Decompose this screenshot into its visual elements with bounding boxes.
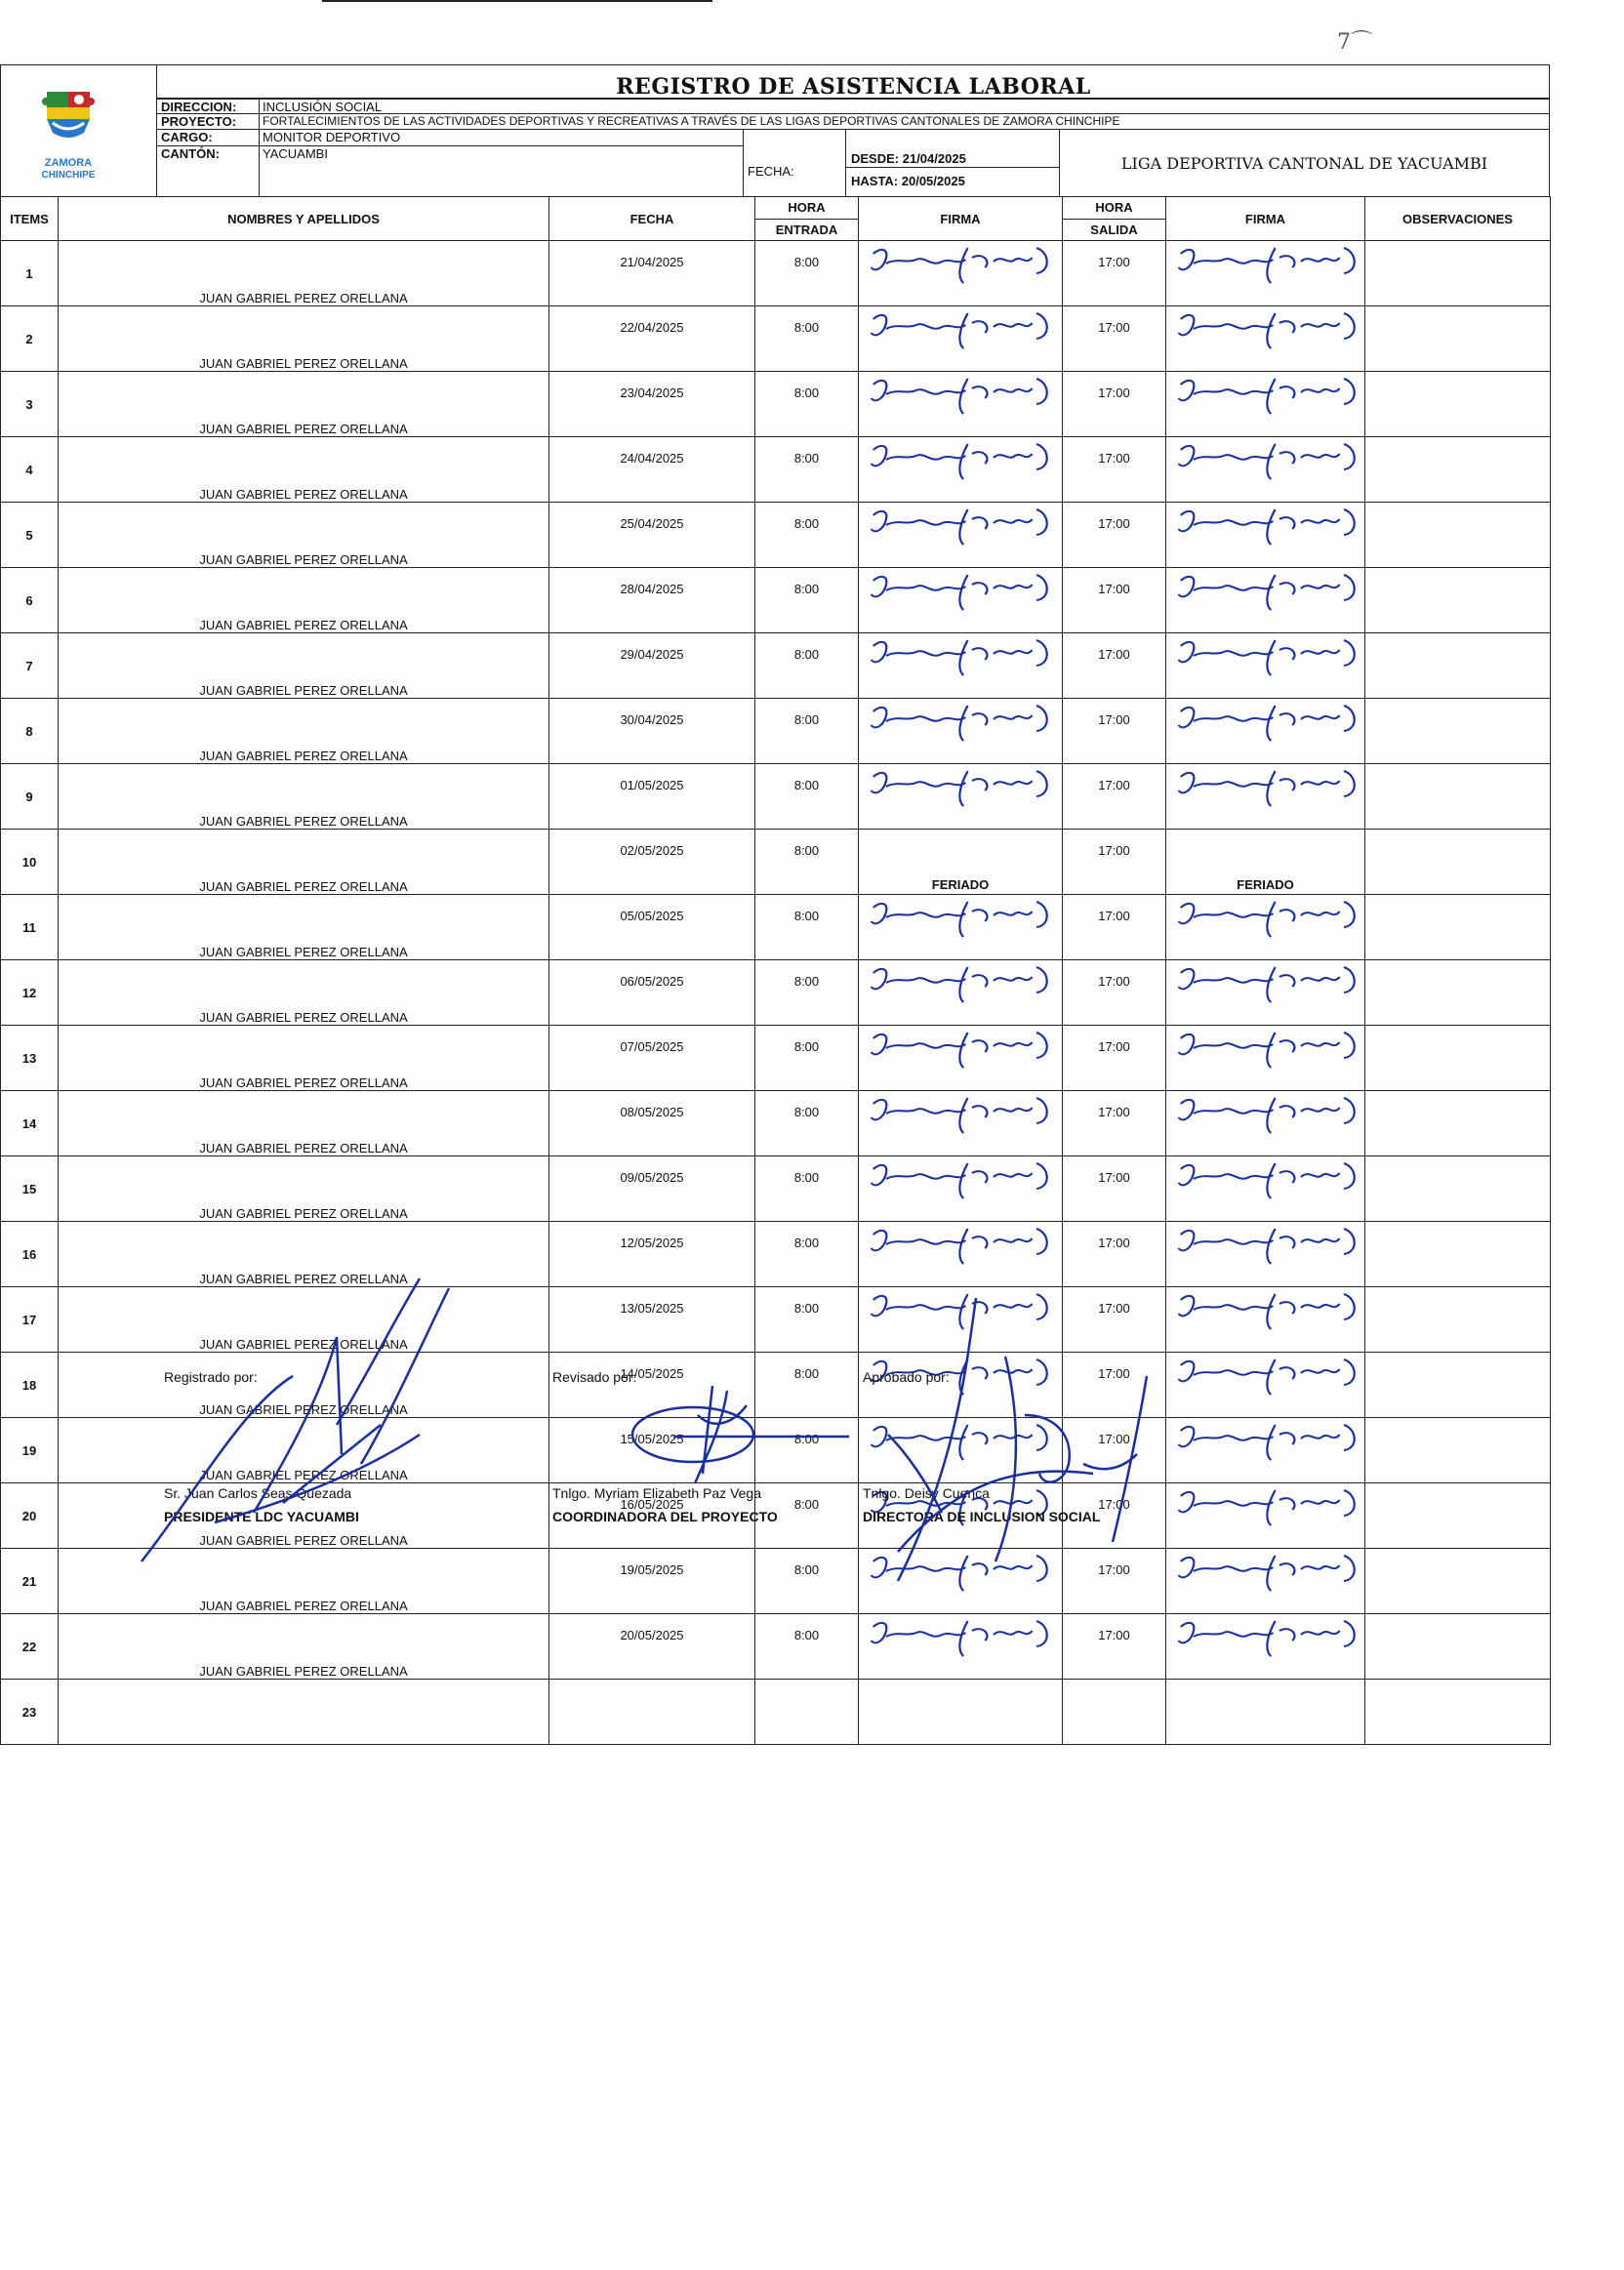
exit-time-cell: 17:00 [1063,241,1166,306]
observaciones-cell [1365,1353,1551,1418]
date-cell: 20/05/2025 [549,1614,755,1680]
item-number-cell: 2 [1,306,59,372]
exit-signature-cell [1166,1418,1365,1483]
entry-signature-cell [859,895,1063,960]
entry-time-cell: 8:00 [755,764,859,830]
handwritten-signature [861,700,1056,743]
employee-name-cell: JUAN GABRIEL PEREZ ORELLANA [59,1156,549,1222]
handwritten-signature [861,896,1056,939]
item-number-cell: 4 [1,437,59,503]
revisado-label: Revisado por: [552,1369,637,1385]
cargo-value: MONITOR DEPORTIVO [263,130,401,144]
handwritten-signature [1168,1288,1363,1331]
handwritten-signature [1168,504,1363,547]
observaciones-cell [1365,241,1551,306]
table-row [1,306,1551,372]
exit-time-cell: 17:00 [1063,960,1166,1026]
top-handwritten-mark: 7⌒ [1337,30,1372,55]
desde-date: DESDE: 21/04/2025 [851,151,966,166]
employee-name-cell: JUAN GABRIEL PEREZ ORELLANA [59,960,549,1026]
exit-time-cell: 17:00 [1063,1483,1166,1549]
col-items: ITEMS [1,197,59,241]
entry-time-cell [755,1680,859,1745]
observaciones-cell [1365,306,1551,372]
handwritten-signature [861,438,1056,481]
col-firma-in: FIRMA [859,197,1063,241]
observaciones-cell [1365,1418,1551,1483]
canton-label: CANTÓN: [161,146,220,161]
exit-time-cell: 17:00 [1063,764,1166,830]
observaciones-cell [1365,699,1551,764]
entry-time-cell: 8:00 [755,1091,859,1156]
aprobado-role: DIRECTORA DE INCLUSION SOCIAL [863,1509,1101,1524]
entry-signature-cell [859,1156,1063,1222]
entry-time-cell: 8:00 [755,895,859,960]
date-cell: 01/05/2025 [549,764,755,830]
employee-name-cell: JUAN GABRIEL PEREZ ORELLANA [59,1614,549,1680]
col-firma-out: FIRMA [1166,197,1365,241]
employee-name-cell: JUAN GABRIEL PEREZ ORELLANA [59,633,549,699]
revisado-role: COORDINADORA DEL PROYECTO [552,1509,778,1524]
observaciones-cell [1365,1614,1551,1680]
table-row [1,372,1551,437]
handwritten-signature [1168,1550,1363,1593]
exit-signature-cell [1166,960,1365,1026]
handwritten-signature [861,1157,1056,1200]
item-number-cell: 9 [1,764,59,830]
entry-time-cell: 8:00 [755,960,859,1026]
employee-name-cell: JUAN GABRIEL PEREZ ORELLANA [59,1287,549,1353]
table-row [1,633,1551,699]
exit-signature-cell [1166,1680,1365,1745]
direccion-label: DIRECCION: [161,100,237,114]
registrado-signature [137,1269,468,1571]
observaciones-cell [1365,1026,1551,1091]
registrado-label: Registrado por: [164,1369,258,1385]
exit-signature-cell [1166,503,1365,568]
entry-signature-cell: FERIADO [859,830,1063,895]
handwritten-signature [1168,1615,1363,1658]
employee-name-cell: JUAN GABRIEL PEREZ ORELLANA [59,503,549,568]
employee-name-cell: JUAN GABRIEL PEREZ ORELLANA [59,1549,549,1614]
exit-time-cell: 17:00 [1063,372,1166,437]
observaciones-cell [1365,1091,1551,1156]
aprobado-signature [859,1288,1171,1601]
handwritten-signature [1168,242,1363,285]
exit-time-cell: 17:00 [1063,830,1166,895]
employee-name-cell: JUAN GABRIEL PEREZ ORELLANA [59,372,549,437]
handwritten-signature [861,1027,1056,1070]
handwritten-signature [1168,634,1363,677]
cargo-label: CARGO: [161,130,213,144]
col-hora-salida [1063,197,1166,241]
table-row [1,241,1551,306]
hora-label: HORA [1063,197,1165,220]
handwritten-signature [861,1615,1056,1658]
row-canton [157,146,743,162]
exit-time-cell: 17:00 [1063,1353,1166,1418]
date-cell: 16/05/2025 [549,1483,755,1549]
proyecto-value: FORTALECIMIENTOS DE LAS ACTIVIDADES DEPORTIVAS Y RECREATIVAS A TRAVÉS DE LAS LIGAS DEPORTIVAS CANTONALES DE ZAMORA CHINCHIPE [263,114,1120,128]
exit-signature-cell [1166,1091,1365,1156]
prefecture-logo-icon [0,64,157,197]
entry-signature-cell [859,1680,1063,1745]
date-cell: 06/05/2025 [549,960,755,1026]
entry-time-cell: 8:00 [755,830,859,895]
item-number-cell: 21 [1,1549,59,1614]
table-row [1,1026,1551,1091]
exit-signature-cell [1166,1287,1365,1353]
entry-signature-cell [859,1614,1063,1680]
handwritten-signature [1168,1354,1363,1397]
employee-name-cell: JUAN GABRIEL PEREZ ORELLANA [59,895,549,960]
entry-signature-cell [859,960,1063,1026]
exit-time-cell: 17:00 [1063,1549,1166,1614]
observaciones-cell [1365,960,1551,1026]
table-row [1,503,1551,568]
handwritten-signature [1168,961,1363,1004]
date-cell: 25/04/2025 [549,503,755,568]
exit-signature-cell [1166,764,1365,830]
exit-signature-cell [1166,699,1365,764]
row-direccion [157,99,1550,114]
employee-name-cell: JUAN GABRIEL PEREZ ORELLANA [59,699,549,764]
entry-time-cell: 8:00 [755,1483,859,1549]
date-cell: 09/05/2025 [549,1156,755,1222]
employee-name-cell: JUAN GABRIEL PEREZ ORELLANA [59,1091,549,1156]
date-cell: 24/04/2025 [549,437,755,503]
entry-time-cell: 8:00 [755,568,859,633]
employee-name-cell: JUAN GABRIEL PEREZ ORELLANA [59,241,549,306]
entry-time-cell: 8:00 [755,306,859,372]
entry-time-cell: 8:00 [755,1026,859,1091]
employee-name-cell: JUAN GABRIEL PEREZ ORELLANA [59,830,549,895]
employee-name-cell: JUAN GABRIEL PEREZ ORELLANA [59,1483,549,1549]
date-cell: 12/05/2025 [549,1222,755,1287]
date-cell: 07/05/2025 [549,1026,755,1091]
row-cargo [157,130,743,145]
exit-signature-cell [1166,1156,1365,1222]
item-number-cell: 8 [1,699,59,764]
document-title: REGISTRO DE ASISTENCIA LABORAL [157,64,1550,99]
entry-time-cell: 8:00 [755,699,859,764]
date-cell: 22/04/2025 [549,306,755,372]
exit-time-cell: 17:00 [1063,1222,1166,1287]
handwritten-signature [861,765,1056,808]
handwritten-signature [1168,765,1363,808]
handwritten-signature [1168,700,1363,743]
table-row [1,960,1551,1026]
fecha-divider-left [743,130,744,196]
observaciones-cell [1365,1680,1551,1745]
hasta-date: HASTA: 20/05/2025 [851,174,965,188]
item-number-cell: 17 [1,1287,59,1353]
employee-name-cell: JUAN GABRIEL PEREZ ORELLANA [59,1418,549,1483]
entry-time-cell: 8:00 [755,372,859,437]
aprobado-label: Aprobado por: [863,1369,950,1385]
label-divider [259,99,260,196]
item-number-cell: 11 [1,895,59,960]
col-observaciones: OBSERVACIONES [1365,197,1551,241]
observaciones-cell [1365,372,1551,437]
entry-time-cell: 8:00 [755,1418,859,1483]
employee-name-cell: JUAN GABRIEL PEREZ ORELLANA [59,1353,549,1418]
item-number-cell: 19 [1,1418,59,1483]
observaciones-cell [1365,503,1551,568]
entry-signature-cell [859,1222,1063,1287]
table-row [1,764,1551,830]
item-number-cell: 13 [1,1026,59,1091]
aprobado-name: Tnlgo. Deisy Cuenca [863,1485,990,1501]
item-number-cell: 5 [1,503,59,568]
handwritten-signature [861,1092,1056,1135]
handwritten-signature [861,307,1056,350]
table-row [1,830,1551,895]
registrado-name: Sr. Juan Carlos Seas Quezada [164,1485,352,1501]
col-hora-entrada [755,197,859,241]
exit-signature-cell [1166,568,1365,633]
proyecto-label: PROYECTO: [161,114,237,129]
item-number-cell: 15 [1,1156,59,1222]
exit-signature-cell [1166,1614,1365,1680]
employee-name-cell: JUAN GABRIEL PEREZ ORELLANA [59,764,549,830]
handwritten-signature [861,961,1056,1004]
handwritten-signature [1168,1484,1363,1527]
table-row [1,1614,1551,1680]
exit-signature-cell [1166,633,1365,699]
item-number-cell: 1 [1,241,59,306]
observaciones-cell [1365,1156,1551,1222]
entry-time-cell: 8:00 [755,1287,859,1353]
observaciones-cell [1365,895,1551,960]
fecha-label: FECHA: [748,164,794,179]
table-row [1,1680,1551,1745]
exit-time-cell: 17:00 [1063,1156,1166,1222]
handwritten-signature [1168,1223,1363,1266]
col-fecha: FECHA [549,197,755,241]
employee-name-cell: JUAN GABRIEL PEREZ ORELLANA [59,437,549,503]
handwritten-signature [1168,569,1363,612]
entry-signature-cell [859,372,1063,437]
date-cell: 28/04/2025 [549,568,755,633]
liga-name: LIGA DEPORTIVA CANTONAL DE YACUAMBI [1120,154,1488,173]
top-rule [322,0,712,2]
exit-signature-cell [1166,1353,1365,1418]
exit-time-cell [1063,1680,1166,1745]
exit-signature-cell [1166,437,1365,503]
entry-time-cell: 8:00 [755,633,859,699]
entry-signature-cell [859,503,1063,568]
exit-signature-cell [1166,1549,1365,1614]
employee-name-cell: JUAN GABRIEL PEREZ ORELLANA [59,568,549,633]
col-nombres: NOMBRES Y APELLIDOS [59,197,549,241]
entry-signature-cell [859,306,1063,372]
item-number-cell: 6 [1,568,59,633]
observaciones-cell [1365,633,1551,699]
exit-signature-cell [1166,241,1365,306]
canton-value: YACUAMBI [263,146,328,161]
handwritten-signature [1168,1419,1363,1462]
handwritten-signature [1168,1092,1363,1135]
item-number-cell: 18 [1,1353,59,1418]
exit-signature-cell [1166,1026,1365,1091]
entry-time-cell: 8:00 [755,503,859,568]
exit-signature-cell: FERIADO [1166,830,1365,895]
handwritten-signature [861,504,1056,547]
date-cell: 15/05/2025 [549,1418,755,1483]
exit-time-cell: 17:00 [1063,1091,1166,1156]
item-number-cell: 16 [1,1222,59,1287]
table-row [1,699,1551,764]
item-number-cell: 3 [1,372,59,437]
entry-signature-cell [859,437,1063,503]
observaciones-cell [1365,437,1551,503]
entry-time-cell: 8:00 [755,1222,859,1287]
exit-time-cell: 17:00 [1063,568,1166,633]
entry-time-cell: 8:00 [755,241,859,306]
revisado-signature [605,1376,859,1513]
row-proyecto [157,114,1550,130]
revisado-name: Tnlgo. Myriam Elizabeth Paz Vega [552,1485,761,1501]
exit-time-cell: 17:00 [1063,699,1166,764]
exit-signature-cell [1166,1483,1365,1549]
exit-time-cell: 17:00 [1063,1026,1166,1091]
date-cell: 02/05/2025 [549,830,755,895]
entry-signature-cell [859,568,1063,633]
handwritten-signature [1168,1157,1363,1200]
entrada-label: ENTRADA [775,222,838,237]
exit-time-cell: 17:00 [1063,1418,1166,1483]
item-number-cell: 7 [1,633,59,699]
entry-time-cell: 8:00 [755,1614,859,1680]
exit-time-cell: 17:00 [1063,306,1166,372]
exit-time-cell: 17:00 [1063,1614,1166,1680]
date-cell: 14/05/2025 [549,1353,755,1418]
item-number-cell: 20 [1,1483,59,1549]
logo-text-chinchipe: CHINCHIPE [41,170,96,181]
table-row [1,437,1551,503]
table-header-row [1,197,1551,241]
item-number-cell: 10 [1,830,59,895]
entry-signature-cell [859,633,1063,699]
exit-signature-cell [1166,306,1365,372]
employee-name-cell: JUAN GABRIEL PEREZ ORELLANA [59,1026,549,1091]
item-number-cell: 23 [1,1680,59,1745]
registrado-role: PRESIDENTE LDC YACUAMBI [164,1509,359,1524]
table-row [1,568,1551,633]
date-cell [549,1680,755,1745]
observaciones-cell [1365,1222,1551,1287]
salida-label: SALIDA [1090,222,1138,237]
exit-time-cell: 17:00 [1063,1287,1166,1353]
employee-name-cell: JUAN GABRIEL PEREZ ORELLANA [59,1222,549,1287]
handwritten-signature [861,1223,1056,1266]
date-cell: 21/04/2025 [549,241,755,306]
observaciones-cell [1365,568,1551,633]
entry-time-cell: 8:00 [755,1549,859,1614]
exit-time-cell: 17:00 [1063,503,1166,568]
handwritten-signature [1168,1027,1363,1070]
entry-signature-cell [859,241,1063,306]
observaciones-cell [1365,830,1551,895]
exit-signature-cell [1166,895,1365,960]
handwritten-signature [861,569,1056,612]
exit-time-cell: 17:00 [1063,437,1166,503]
handwritten-signature [861,373,1056,416]
observaciones-cell [1365,764,1551,830]
observaciones-cell [1365,1549,1551,1614]
entry-time-cell: 8:00 [755,1156,859,1222]
employee-name-cell [59,1680,549,1745]
employee-name-cell: JUAN GABRIEL PEREZ ORELLANA [59,306,549,372]
desde-hasta-rule [845,167,1059,168]
entry-signature-cell [859,1091,1063,1156]
entry-time-cell: 8:00 [755,1353,859,1418]
exit-time-cell: 17:00 [1063,633,1166,699]
date-cell: 08/05/2025 [549,1091,755,1156]
item-number-cell: 12 [1,960,59,1026]
table-row [1,1091,1551,1156]
entry-signature-cell [859,764,1063,830]
exit-signature-cell [1166,1222,1365,1287]
handwritten-signature [861,634,1056,677]
entry-time-cell: 8:00 [755,437,859,503]
handwritten-signature [1168,373,1363,416]
hora-label: HORA [755,197,858,220]
entry-signature-cell [859,1026,1063,1091]
date-cell: 13/05/2025 [549,1287,755,1353]
observaciones-cell [1365,1483,1551,1549]
date-cell: 19/05/2025 [549,1549,755,1614]
handwritten-signature [1168,438,1363,481]
item-number-cell: 14 [1,1091,59,1156]
logo-box [0,64,157,197]
observaciones-cell [1365,1287,1551,1353]
date-cell: 29/04/2025 [549,633,755,699]
date-cell: 05/05/2025 [549,895,755,960]
date-cell: 23/04/2025 [549,372,755,437]
handwritten-signature [1168,307,1363,350]
table-row [1,895,1551,960]
handwritten-signature [861,242,1056,285]
table-row [1,1156,1551,1222]
logo-text-zamora: ZAMORA [44,157,93,169]
handwritten-signature [1168,896,1363,939]
entry-signature-cell [859,699,1063,764]
item-number-cell: 22 [1,1614,59,1680]
exit-time-cell: 17:00 [1063,895,1166,960]
fecha-divider-right [845,130,846,196]
direccion-value: INCLUSIÓN SOCIAL [263,100,383,114]
exit-signature-cell [1166,372,1365,437]
date-cell: 30/04/2025 [549,699,755,764]
